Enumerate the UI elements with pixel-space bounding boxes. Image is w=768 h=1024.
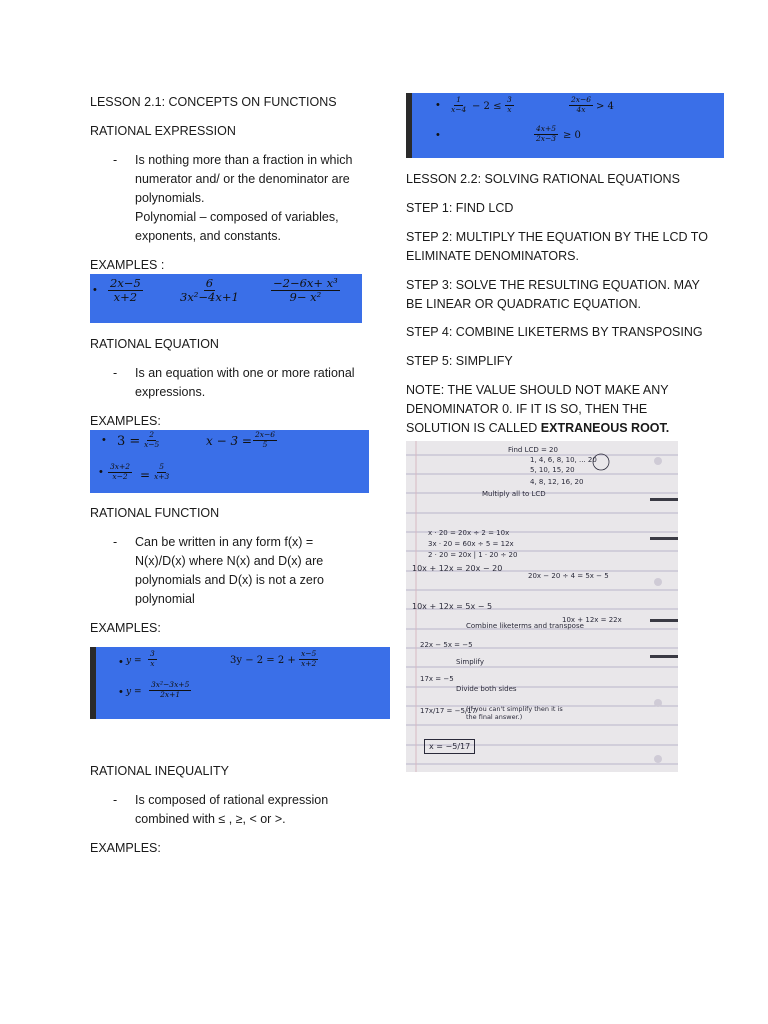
- inequality-operator: − 2 ≤: [472, 101, 502, 112]
- handwritten-lcd-row: 5, 10, 15, 20: [530, 466, 575, 474]
- rational-function-definition: N(x)/D(x) where N(x) and D(x) are: [135, 554, 324, 568]
- rational-inequality-heading: RATIONAL INEQUALITY: [90, 764, 229, 778]
- handwritten-step: 3x · 20 = 60x ÷ 5 = 12x: [428, 540, 514, 548]
- inequality-operator: > 4: [596, 101, 614, 112]
- step-4: STEP 4: COMBINE LIKETERMS BY TRANSPOSING: [406, 325, 703, 339]
- step-3-continued: BE LINEAR OR QUADRATIC EQUATION.: [406, 297, 641, 311]
- function-lhs: y =: [126, 687, 142, 697]
- inequality-fraction: $\frac{3}{x}$: [507, 95, 512, 114]
- rational-function-examples-box: [90, 647, 390, 719]
- handwritten-divide: Divide both sides: [456, 685, 517, 693]
- handwritten-step: 10x + 12x = 20x − 20: [412, 564, 503, 573]
- step-5: STEP 5: SIMPLIFY: [406, 354, 513, 368]
- bullet-dash: -: [113, 153, 118, 167]
- rational-function-definition: polynomials and D(x) is not a zero: [135, 573, 324, 587]
- equation-fraction: $\frac{3x+2}{x-2}$: [110, 462, 131, 481]
- handwritten-step: x · 20 = 20x ÷ 2 = 10x: [428, 529, 510, 537]
- examples-label: EXAMPLES:: [90, 841, 161, 855]
- handwritten-lcd-row: 4, 8, 12, 16, 20: [530, 478, 584, 486]
- function-lhs: y =: [126, 656, 142, 666]
- rational-function-definition: polynomial: [135, 592, 195, 606]
- rational-equation-heading: RATIONAL EQUATION: [90, 337, 219, 351]
- function-lhs: 3y − 2 = 2 +: [230, 655, 296, 666]
- rational-inequality-definition: Is composed of rational expression: [135, 793, 329, 807]
- handwritten-solution-photo: [406, 441, 678, 772]
- examples-label: EXAMPLES:: [90, 414, 161, 428]
- equation-fraction: $\frac{2x-6}{5}$: [255, 430, 276, 449]
- handwritten-step: 17x = −5: [420, 675, 454, 683]
- rational-equation-definition: expressions.: [135, 385, 206, 399]
- equation-fraction: $\frac{2}{x-5}$: [144, 430, 160, 449]
- bullet-icon: •: [99, 466, 103, 478]
- rational-expression-examples-box: [90, 274, 362, 323]
- handwritten-find-lcd: Find LCD = 20: [508, 446, 558, 454]
- handwritten-step: 22x − 5x = −5: [420, 641, 473, 649]
- function-fraction: $\frac{3}{x}$: [150, 649, 155, 668]
- note-text: DENOMINATOR 0. IF IT IS SO, THEN THE: [406, 402, 648, 416]
- bullet-icon: •: [119, 686, 123, 698]
- handwritten-side-note: 10x + 12x = 22x: [562, 616, 622, 624]
- bullet-dash: -: [113, 793, 118, 807]
- handwritten-combine: Combine liketerms and transpose: [466, 622, 584, 630]
- rational-equation-examples-box: [90, 430, 369, 493]
- extraneous-root-term: EXTRANEOUS ROOT.: [540, 421, 670, 435]
- rational-function-definition: Can be written in any form f(x) =: [135, 535, 314, 549]
- rational-inequality-definition: combined with ≤ , ≥, < or >.: [135, 812, 286, 826]
- equals-sign: =: [140, 468, 151, 482]
- inequality-fraction: $\frac{1}{x-4}$: [451, 95, 467, 114]
- examples-label: EXAMPLES :: [90, 258, 165, 272]
- handwritten-answer: x = −5/17: [424, 739, 475, 754]
- bullet-icon: •: [102, 434, 106, 446]
- example-fraction: $\frac{6}{\text{3x²−4x+1}}$: [180, 276, 239, 305]
- equation-lhs: x − 3 =: [206, 434, 252, 448]
- rational-equation-definition: Is an equation with one or more rational: [135, 366, 355, 380]
- example-fraction: $\frac{\text{−2−6x+ x³}}{\text{9− x²}}$: [273, 276, 338, 305]
- rational-expression-heading: RATIONAL EXPRESSION: [90, 124, 236, 138]
- example-fraction: $\frac{2x-5}{x+2}$: [110, 276, 141, 305]
- handwritten-simplify: Simplify: [456, 658, 485, 666]
- handwritten-multiply: Multiply all to LCD: [482, 490, 546, 498]
- inequality-operator: ≥ 0: [563, 130, 581, 141]
- step-2: STEP 2: MULTIPLY THE EQUATION BY THE LCD TO: [406, 230, 708, 244]
- polynomial-definition: exponents, and constants.: [135, 229, 281, 243]
- bullet-icon: •: [436, 129, 440, 141]
- handwritten-lcd-row: 1, 4, 6, 8, 10, ... 20: [530, 456, 597, 464]
- bullet-icon: •: [436, 99, 440, 111]
- rational-expression-definition: numerator and/ or the denominator are: [135, 172, 350, 186]
- lesson-2-1-title: LESSON 2.1: CONCEPTS ON FUNCTIONS: [90, 95, 337, 109]
- rational-expression-definition: Is nothing more than a fraction in which: [135, 153, 353, 167]
- equation-fraction: $\frac{5}{x+3}$: [154, 462, 170, 481]
- bullet-icon: •: [93, 284, 97, 296]
- bullet-dash: -: [113, 366, 118, 380]
- inequality-fraction: $\frac{4x+5}{2x-3}$: [536, 124, 557, 143]
- handwritten-note: (If you can't simplify then it is the final answer.): [466, 705, 563, 721]
- note-prefix: SOLUTION IS CALLED: [406, 421, 541, 435]
- step-2-continued: ELIMINATE DENOMINATORS.: [406, 249, 579, 263]
- inequality-fraction: $\frac{2x-6}{4x}$: [571, 95, 592, 114]
- rational-function-heading: RATIONAL FUNCTION: [90, 506, 220, 520]
- handwritten-step: 17x/17 = −5/17: [420, 707, 477, 715]
- note-text: NOTE: THE VALUE SHOULD NOT MAKE ANY: [406, 383, 669, 397]
- handwritten-step: 2 · 20 = 20x | 1 · 20 ÷ 20: [428, 551, 518, 559]
- bullet-dash: -: [113, 535, 118, 549]
- examples-label: EXAMPLES:: [90, 621, 161, 635]
- rational-inequality-examples-box: [406, 93, 724, 158]
- rational-expression-definition: polynomials.: [135, 191, 205, 205]
- polynomial-definition: Polynomial – composed of variables,: [135, 210, 339, 224]
- note-text: [406, 419, 669, 438]
- step-3: STEP 3: SOLVE THE RESULTING EQUATION. MAY: [406, 278, 700, 292]
- step-1: STEP 1: FIND LCD: [406, 201, 514, 215]
- function-fraction: $\frac{\text{3x²−3x+5}}{2x+1}$: [151, 680, 190, 699]
- handwritten-step: 10x + 12x = 5x − 5: [412, 602, 493, 611]
- bullet-icon: •: [119, 656, 123, 668]
- function-fraction: $\frac{x-5}{x+2}$: [301, 649, 317, 668]
- handwritten-step: 20x − 20 ÷ 4 = 5x − 5: [528, 572, 609, 580]
- equation-lhs: 3 =: [117, 434, 141, 449]
- lesson-2-2-title: LESSON 2.2: SOLVING RATIONAL EQUATIONS: [406, 172, 680, 186]
